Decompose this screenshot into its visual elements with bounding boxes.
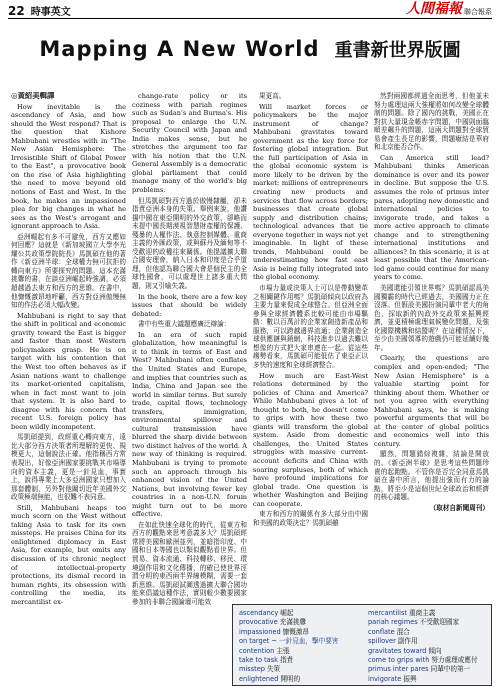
vocab-term: invigorate (368, 674, 402, 683)
vocab-item (368, 656, 485, 665)
vocab-item (368, 618, 485, 627)
paragraph: Will market forces or policymakers be the major instrument of change? Mahbubani gravitates toward government as the key force for fostering global integration. But the full participation of Asia in the global economic system is more likely to be driven by the market: millions of entrepreneurs creating new products and services that flow across borders; businesses that create global supply and distribution chains; technological advances that tie everyone together in ways not yet imaginable. In light of these trends, Mahbubani could be underestimating how fast east Asia is being fully integrated into the global economy. (253, 102, 368, 282)
vocab-term: take to task (239, 656, 278, 665)
section-name: 時事英文 (30, 7, 71, 18)
vocab-item (239, 618, 356, 627)
paragraph: 亞洲崛起有多不可避免，西方又應如何回應？這就是《新加坡國立大學李光耀公共政策學院院長》馬凱碩在他的著作《新亞洲半球：全球權力無可抗拒的轉向東方》所要探究的問題。這本充滿挑釁的書，在談亞洲崛起時強調，必須超越過去東方和西方的思維。在書中，他慷慨激昂地呼籲，西方對亞洲傲慢無知的作法必須大幅改變。 (11, 232, 126, 310)
paragraph: 書中有些重大議題應廣泛辯論： (138, 320, 231, 329)
vocab-translation: 重商主義 (409, 609, 436, 617)
vocab-term: ascendancy (239, 609, 279, 617)
paragraph: 果更高。 (259, 92, 286, 100)
paragraph: 顯然，問題錯綜複雜，結論是開放的。《新亞洲半球》是思考這些問題珍貴的起跑點。不管你是否完全同意馬凱碩在書中所言，他提出強而有力的論點，將至少是這個世紀全球政治和經濟的核心議題。 (374, 450, 489, 502)
page-header (8, 2, 492, 19)
article-source: （取材自新聞周刊） (429, 503, 489, 512)
vocab-item (239, 647, 356, 656)
paragraph: Mahbubani is right to say that the shift in political and economic gravity toward the East is bigger and faster than most Western policymakers grasp. He is on target with his contention that the West too often behaves as if Asian nations want to challenge its market-oriented capitalism, when in fact most want to join that system. It is also hard to disagree with his concern that recent U.S. foreign policy has been wildly incompetent. (11, 311, 126, 431)
vocab-term: conflate (368, 627, 395, 636)
vocab-translation: 傾向 (428, 646, 442, 655)
paragraph: 美國還能引領世界嗎？馬凱碩認爲美國獨霸的時代已經過去，美國國力正在沒落。但假設美國扮演同輩中老大的角色，採取新的內政外交政策來振興經濟，並更積極處理氣候變化問題，及強化國際機構和結盟呢？在這種情況下，至少由美國領導的遊戲仍可能延續好幾年。 (374, 284, 489, 352)
vocab-translation: 主張 (276, 646, 290, 655)
vocabulary-box (232, 604, 492, 686)
vocab-item (368, 609, 485, 618)
vocab-item (368, 637, 485, 646)
vocab-term: come to grips with (368, 656, 430, 665)
paragraph: In the book, there are a few key issues that should be widely debated: (132, 292, 247, 318)
byline: ◎黃紹美輯譯 (11, 92, 55, 100)
vocab-term: misstep (239, 665, 265, 674)
vocab-translation: 副作用 (397, 637, 418, 646)
vocab-list-left (233, 609, 362, 681)
vocab-translation: 充滿挑釁 (279, 618, 307, 627)
vocab-term: gravitates toward (368, 646, 427, 655)
vocab-item (239, 656, 356, 665)
vocab-item (239, 637, 356, 646)
vocab-term: impassioned (239, 627, 281, 636)
paragraph: Still, Mahbubani heaps too much scorn on the West without taking Asia to task for its own missteps. He praises China for its enlightened diplomacy in East Asia, for example, but omits any discussion of its chronic neglect of intellectual-property protections, its dismal record in human rights, its obsession with controlling the media, its mercantilist ex- (11, 503, 126, 606)
paragraph: 東方和西方的關係有多大部分由中國和美國的政策決定？馬凱碩雖 (253, 510, 368, 527)
paragraph: 馬凱碩提到，政經重心轉向東方，遠比大部分西方決策者所理解的更快、規模更大，這個說法正確。他指稱西方常表現出，好像亞洲國家要挑戰其市場導向的資本主義，更是一針見血，事實上，說得專業上大多亞洲國家只想加入那套體制，另外對他關切近年美國外交政策極端無能，也很難不表同意。 (11, 433, 126, 502)
vocab-item (239, 628, 356, 637)
vocab-translation: 努力處理或應付 (431, 656, 478, 665)
title-chinese: 重書新世界版圖 (334, 40, 461, 61)
vocab-item (368, 675, 485, 684)
vocab-term: enlightened (239, 674, 279, 683)
vocab-term: contention (239, 646, 275, 655)
vocab-translation: 混合 (396, 627, 410, 636)
vocab-term: mercantilist (368, 609, 407, 617)
vocab-translation: 同輩中的第一 (430, 665, 471, 674)
paragraph: 在如此快速全球化的時代，從東方和西方的觀點來思考意義多大？馬凱碩經常將美國和歐洲並列，並暗指印度、中國和日本等國也以類似觀點看世界。但貿易、資本流通、科技轉移、移民、環境副作用和文化傳播，的確已使世界涇渭分明的東西兩半界線模糊，需要一套新思維。馬凱碩試圖透過擴大聯合國功能來倡議這種作法，實則較少數要國家參加的非聯合國論壇可能效 (132, 520, 247, 606)
paragraph: Clearly, the questions are complex and open-ended; "The New Asian Hemisphere" is a valuable starting point for thinking about them. Whether or not you agree with everything Mahbubani says, he is making powerful arguments that will be at the center of global politics and economics well into this century. (374, 354, 489, 448)
vocab-term: provocative (239, 618, 278, 627)
paragraph: 然對兩國都經過全面思考，但他並未努力處理這兩大強權將如何改變全球體制的問題。除了國內的挑戰，美國正在對抗大量現金帳赤字問題，中國則面臨順差飆升的問題，這兩大問題對全球貿易會產生長足的影響，問題癥結是華府和北京能否合作。 (374, 92, 489, 152)
paragraph: 市場力量或決策人士可以是帶動變革之相關鍵作用嗎？馬凱碩傾向以政府為主要力量來促成全球整合。但亞洲全面參與全球經濟體系比較可能由市場驅動：數以百萬計的企業家創造新產品和服務，可以跨越邊界流通；企業創造全球供應鏈與銷網，科技進步以過去難以想像的方式把大家串連在一起。從這些趨勢看來，馬凱碩可能低估了東亞正以多快的速度和全球經濟整合。 (253, 284, 368, 369)
paragraph: change-rate policy or its coziness with pariah regimes such as Sudan's and Burma's. His proposal to enlarge the U.N. Security Council with Japan and India makes sense, but he stretches the argument too far with his notion that the U.N. General Assembly is a democratic global parliament that could manage many of the world's big problems. (132, 92, 247, 195)
vocab-translation: 振興 (403, 674, 417, 683)
page-number: 22 (8, 4, 25, 18)
vocab-item (368, 628, 485, 637)
vocab-item (239, 665, 356, 674)
paragraph: Can America still lead? Mahbubani thinks American dominance is over and its power in decline. But suppose the U.S. assumes the role of primus inter pares, adopting new domestic and international policies to invigorate trade, and takes a more active approach to climate change and to strengthening international institutions and alliances? In this scenario, it is at least possible that the American-led game could continue for many years to come. (374, 153, 490, 282)
vocab-term: primus inter pares (368, 665, 429, 674)
vocab-item (239, 675, 356, 684)
vocab-item (368, 647, 485, 656)
paragraph: How much are East-West relations determined by the policies of China and America? While Mahbubani gives a lot of thought to both, he doesn't come to grips with how these two giants will transform the global system. Aside from domestic challenges, the United States struggles with massive current-account deficits and China with soaring surpluses, both of which have profound implications for global trade. One question is whether Washington and Beijing can cooperate. (253, 371, 368, 508)
column-4 (371, 92, 492, 685)
column-1 (8, 92, 129, 685)
newspaper-logo (406, 0, 492, 18)
vocab-translation: 指責 (279, 656, 294, 665)
vocab-item (239, 609, 356, 618)
vocab-item (368, 665, 485, 674)
vocab-list-right (362, 609, 491, 681)
column-2 (129, 92, 250, 685)
article-body (8, 92, 492, 685)
title-english: Mapping A New World (39, 37, 320, 61)
vocab-translation: 崛起 (280, 609, 294, 617)
vocab-translation: 慷慨激昂 (282, 627, 310, 636)
vocab-term: pariah regimes (368, 618, 418, 627)
article-title (0, 36, 500, 62)
paragraph: In an era of such rapid globalization, how meaningful is it to think in terms of East and West? Mahbubani often conflates the United States and Europe, and implies that countries such as India, China and Japan see the world in similar terms. But surely trade, capital flows, technology transfers, immigration, environmental spillover and cultural transmission have blurred the sharp divide between two distinct halves of the world. A new way of thinking is required. Mahbubani is trying to promote such an approach through his enhanced vision of the United Nations, but involving fewer key countries in a non-U.N. forum might turn out to be more effective. (132, 330, 247, 519)
vocab-term: on target ~ 一針見血，擊中要害 (239, 637, 339, 646)
brand-name: 人間福報 (406, 1, 462, 17)
vocab-translation: 不受歡迎國家 (419, 618, 460, 627)
brand-sub: 聯合報系 (464, 8, 492, 16)
paragraph: 但馬凱碩對西方過於傲慢隸屬，卻未指責亞洲本身的失策。舉例來說，他讚揚中國在東亞開明的外交政策，卻略而未提中國長期漠視智慧財產權的保護、殘暴的人權作法、執意控制媒體、重商主義的外匯政策，或與蘇丹及緬甸等不受歡迎的政權往來關係。他提議擴大聯合國安理會，納入日本和印度是合乎道理，但他認為聯合國大會是個民主的全球性國會，可以處理世上諸多重大問題，則又引喻失義。 (132, 196, 247, 291)
column-3 (250, 92, 371, 685)
vocab-term: spillover (368, 637, 396, 646)
vocab-translation: 開明的 (280, 674, 301, 683)
paragraph: How inevitable is the ascendancy of Asia, and how should the West respond? That is the question that Kishore Mahbubani wrestles with in "The New Asian Hemisphere: The Irresistible Shift of Global Power to the East", a provocative book on the rise of Asia highlighting the need to move beyond old notions of East and West. In the book, he makes an impassioned plea for big changes in what he sees as the West's arrogant and ignorant approach to Asia. (11, 102, 126, 231)
vocab-translation: 失策 (266, 665, 281, 674)
